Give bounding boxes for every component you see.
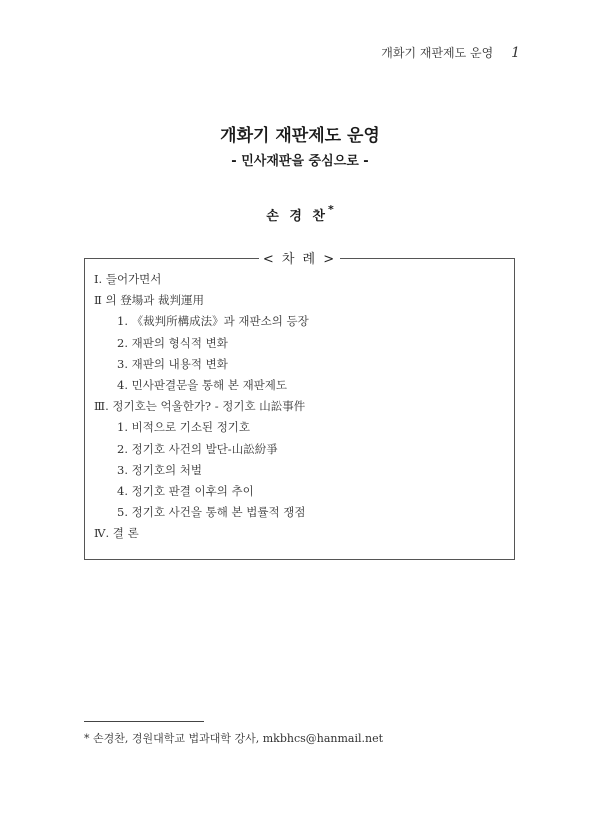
running-head-title: 개화기 재판제도 운영 (381, 46, 494, 60)
footnote-divider (84, 721, 204, 722)
toc-heading-wrap (85, 250, 514, 268)
toc-item: 2. 정기호 사건의 발단-山訟紛爭 (117, 441, 278, 456)
author (0, 203, 600, 224)
toc-item: Ⅱ 의 登場과 裁判運用 (94, 293, 204, 308)
toc-heading: < 차 례 > (259, 252, 340, 267)
author-name: 손 경 찬 (266, 209, 328, 224)
paper-subtitle: - 민사재판을 중심으로 - (231, 154, 369, 169)
toc-item: Ⅰ. 들어가면서 (94, 272, 162, 286)
toc-item: 1. 비적으로 기소된 정기호 (117, 420, 251, 435)
toc-item: 3. 정기호의 처벌 (117, 462, 202, 477)
running-head (381, 44, 520, 61)
footnote: * 손경찬, 경원대학교 법과대학 강사, mkbhcs@hanmail.net (84, 732, 384, 745)
toc-item: 3. 재판의 내용적 변화 (117, 356, 228, 371)
author-footnote-mark: * (327, 203, 334, 216)
toc-item: Ⅳ. 결 론 (94, 526, 139, 541)
table-of-contents (84, 252, 515, 560)
toc-item: 4. 정기호 판결 이후의 추이 (117, 483, 254, 498)
toc-item: 4. 민사판결문을 통해 본 재판제도 (117, 377, 288, 392)
toc-item: 1. 《裁判所構成法》과 재판소의 등장 (117, 314, 309, 329)
toc-list (85, 269, 309, 544)
toc-item: 2. 재판의 형식적 변화 (117, 335, 228, 350)
paper-title: 개화기 재판제도 운영 (220, 126, 380, 146)
toc-item: Ⅲ. 정기호는 억울한가? - 정기호 山訟事件 (94, 399, 306, 414)
toc-item: 5. 정기호 사건을 통해 본 법률적 쟁점 (117, 505, 306, 520)
page-number: 1 (511, 45, 520, 61)
